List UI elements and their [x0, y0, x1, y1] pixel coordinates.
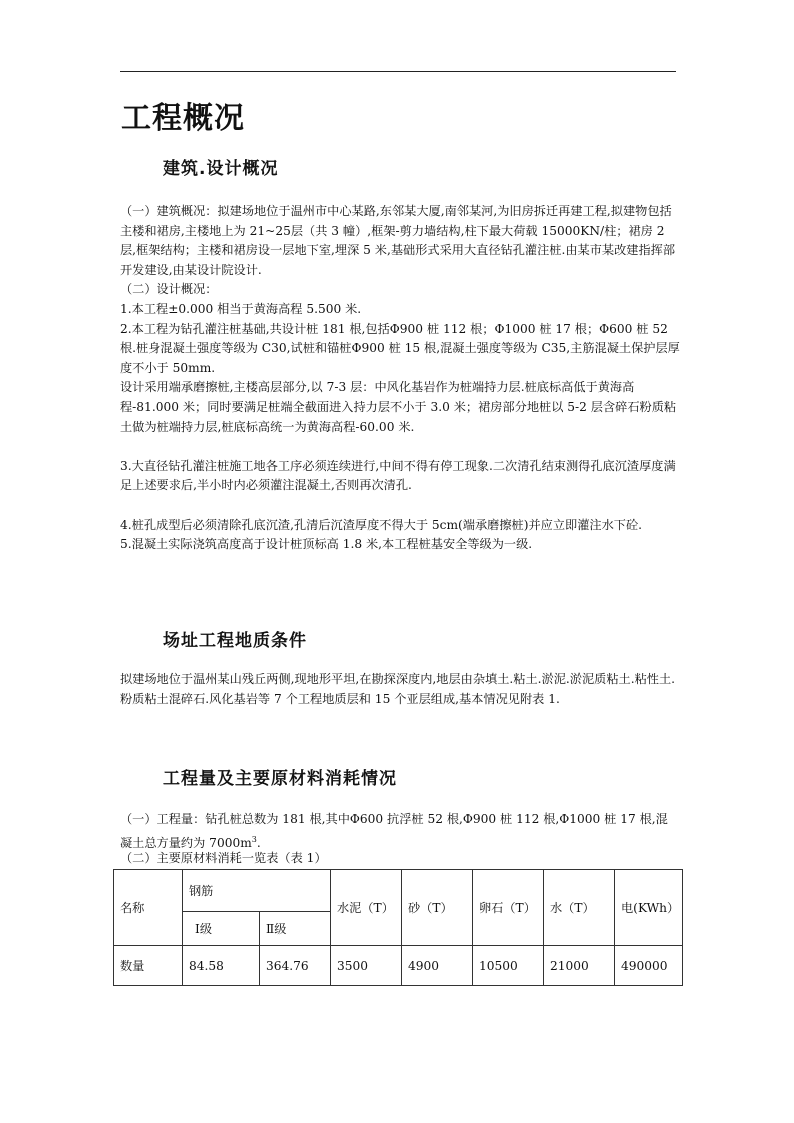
- header-name: 名称: [114, 870, 183, 946]
- table-cell: 84.58: [183, 946, 260, 986]
- section-heading-geology: 场址工程地质条件: [163, 631, 307, 651]
- paragraph: （二）设计概况：: [120, 282, 218, 297]
- paragraph: 4.桩孔成型后必须清除孔底沉渣,孔清后沉渣厚度不得大于 5cm(端承磨擦桩)并应立即灌注水下砼.: [120, 517, 643, 532]
- paragraph: 设计采用端承磨擦桩,主楼高层部分,以 7-3 层：中风化基岩作为桩端持力层.桩底标高低于黄海高程-81.000 米；同时要满足桩端全截面进入持力层不小于 3.0 米；裙房部分地桩以 5-2 层含碎石粉质粘土做为桩端持力层,桩底标高统一为黄海高程-60.00 米.: [120, 380, 677, 434]
- paragraph: 5.混凝土实际浇筑高度高于设计桩顶标高 1.8 米,本工程桩基安全等级为一级.: [120, 537, 533, 552]
- header-electricity: 电(KWh）: [615, 870, 683, 946]
- design-text: [120, 202, 680, 555]
- paragraph: （一）建筑概况：拟建场地位于温州市中心某路,东邻某大厦,南邻某河,为旧房拆迁再建工程,拟建物包括主楼和裙房,主楼地上为 21~25层（共 3 幢）,框架-剪力墙结构,柱下最大荷载 15000KN/柱；裙房 2层,框架结构；主楼和裙房设一层地下室,埋深 5 米,基础形式采用大直径钻孔灌注桩.由某市某改建指挥部开发建设,由某设计院设计.: [120, 204, 676, 277]
- materials-table: [113, 869, 683, 986]
- materials-text: [120, 810, 680, 853]
- section-heading-design: 建筑.设计概况: [163, 159, 279, 179]
- table-cell: 21000: [544, 946, 615, 986]
- quantity-text: （一）工程量：钻孔桩总数为 181 根,其中Φ600 抗浮桩 52 根,Φ900 桩 112 根,Φ1000 桩 17 根,混凝土总方量约为 7000m: [120, 812, 668, 850]
- superscript: 3: [251, 834, 257, 844]
- table-cell: 10500: [473, 946, 544, 986]
- row-label: 数量: [114, 946, 183, 986]
- header-steel-grade-2: Ⅱ级: [260, 912, 331, 946]
- paragraph: [120, 810, 680, 853]
- quantity-text-end: .: [256, 835, 261, 850]
- table-cell: 4900: [402, 946, 473, 986]
- table-cell: 3500: [331, 946, 402, 986]
- table-cell: 490000: [615, 946, 683, 986]
- header-rule: [120, 71, 676, 72]
- table-cell: 364.76: [260, 946, 331, 986]
- section-heading-materials: 工程量及主要原材料消耗情况: [163, 769, 397, 789]
- paragraph: 3.大直径钻孔灌注桩施工地各工序必须连续进行,中间不得有停工现象.二次清孔结束测得孔底沉渣厚度满足上述要求后,半小时内必须灌注混凝土,否则再次清孔.: [120, 458, 676, 493]
- geology-text: [120, 670, 680, 709]
- header-steel-grade-1: Ⅰ级: [183, 912, 260, 946]
- paragraph: 1.本工程±0.000 相当于黄海高程 5.500 米.: [120, 301, 362, 316]
- header-sand: 砂（T）: [402, 870, 473, 946]
- table-caption: （二）主要原材料消耗一览表（表 1）: [120, 851, 327, 865]
- page-title: 工程概况: [121, 101, 245, 136]
- header-gravel: 卵石（T）: [473, 870, 544, 946]
- table-header-row: [114, 870, 683, 912]
- paragraph: 拟建场地位于温州某山残丘两侧,现地形平坦,在勘探深度内,地层由杂填土.粘土.淤泥.淤泥质粘土.粘性土.粉质粘土混碎石.风化基岩等 7 个工程地质层和 15 个亚层组成,基本情况见附表 1.: [120, 672, 676, 706]
- header-cement: 水泥（T）: [331, 870, 402, 946]
- paragraph: 2.本工程为钻孔灌注桩基础,共设计桩 181 根,包括Φ900 桩 112 根；Φ1000 桩 17 根；Φ600 桩 52 根.桩身混凝土强度等级为 C30,试桩和锚桩Φ900 桩 15 根,混凝土强度等级为 C35,主筋混凝土保护层厚度不小于 50mm.: [120, 321, 680, 375]
- table-row: [114, 946, 683, 986]
- header-steel: 钢筋: [183, 870, 331, 912]
- header-water: 水（T）: [544, 870, 615, 946]
